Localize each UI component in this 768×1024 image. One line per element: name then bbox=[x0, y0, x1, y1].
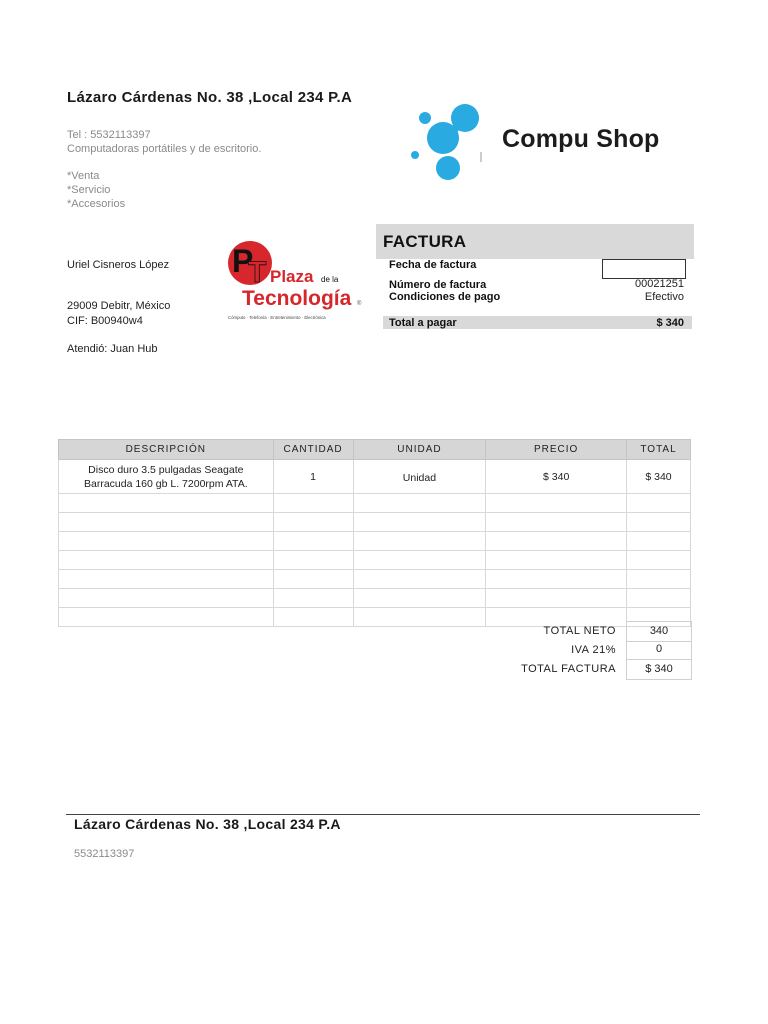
cell-price: $ 340 bbox=[486, 460, 627, 494]
table-row-empty bbox=[59, 513, 691, 532]
svg-text:P: P bbox=[232, 243, 254, 279]
invoice-number-label: Número de factura bbox=[389, 279, 487, 291]
column-header-quantity: CANTIDAD bbox=[273, 440, 353, 460]
description-line: Disco duro 3.5 pulgadas Seagate bbox=[88, 463, 244, 476]
svg-text:T: T bbox=[248, 256, 267, 289]
table-row-empty bbox=[59, 570, 691, 589]
client-address: 29009 Debitr, México bbox=[67, 300, 171, 312]
service-item-accesorios: *Accesorios bbox=[67, 198, 126, 210]
description-text: Computadoras portátiles y de escritorio. bbox=[67, 143, 262, 155]
payment-conditions: Efectivo bbox=[644, 291, 684, 303]
invoice-number: 00021251 bbox=[635, 278, 684, 290]
table-row-empty bbox=[59, 532, 691, 551]
total-neto-value: 340 bbox=[626, 621, 692, 642]
footer-divider bbox=[66, 814, 700, 815]
cell-unit: Unidad bbox=[353, 460, 486, 494]
client-name: Uriel Cisneros López bbox=[67, 259, 170, 271]
svg-text:®: ® bbox=[357, 301, 362, 307]
table-row-empty bbox=[59, 589, 691, 608]
services-list bbox=[67, 169, 125, 211]
iva-value: 0 bbox=[626, 640, 692, 660]
total-neto-label: TOTAL NETO bbox=[543, 625, 616, 637]
table-row-empty bbox=[59, 551, 691, 570]
contact-block bbox=[67, 128, 261, 156]
pt-plaza-word: Plaza bbox=[270, 267, 314, 286]
table-header-row bbox=[59, 440, 691, 460]
iva-label: IVA 21% bbox=[571, 644, 616, 656]
total-due-value: $ 340 bbox=[656, 317, 684, 329]
phone-text: Tel : 5532113397 bbox=[67, 129, 151, 141]
total-factura-value: $ 340 bbox=[626, 659, 692, 680]
table-row bbox=[59, 460, 691, 494]
pt-tecnologia-word: Tecnología bbox=[242, 287, 352, 310]
column-header-unit: UNIDAD bbox=[353, 440, 486, 460]
pt-dela-word: de la bbox=[321, 275, 339, 284]
table-row-empty bbox=[59, 608, 691, 627]
pt-tagline: Cómputo · Telefonía · Entretenimiento · Electrónica bbox=[228, 315, 326, 320]
column-header-description: DESCRIPCIÓN bbox=[59, 440, 274, 460]
table-row-empty bbox=[59, 494, 691, 513]
service-item-venta: *Venta bbox=[67, 170, 100, 182]
total-factura-label: TOTAL FACTURA bbox=[521, 663, 616, 675]
column-header-total: TOTAL bbox=[627, 440, 691, 460]
date-field[interactable] bbox=[602, 259, 686, 279]
client-cif: CIF: B00940w4 bbox=[67, 315, 143, 327]
header-address: Lázaro Cárdenas No. 38 ,Local 234 P.A bbox=[67, 89, 353, 106]
description-line: Barracuda 160 gb L. 7200rpm ATA. bbox=[83, 477, 248, 490]
payment-conditions-label: Condiciones de pago bbox=[389, 291, 501, 303]
items-table bbox=[58, 439, 691, 627]
service-item-servicio: *Servicio bbox=[67, 184, 111, 196]
compu-shop-name: Compu Shop bbox=[502, 125, 660, 153]
footer-address: Lázaro Cárdenas No. 38 ,Local 234 P.A bbox=[74, 816, 341, 832]
attended-by: Atendió: Juan Hub bbox=[67, 343, 158, 355]
plaza-tecnologia-logo bbox=[226, 230, 368, 325]
date-label: Fecha de factura bbox=[389, 259, 477, 271]
column-header-price: PRECIO bbox=[486, 440, 627, 460]
cell-total: $ 340 bbox=[627, 460, 691, 494]
footer-phone: 5532113397 bbox=[74, 848, 135, 860]
cell-description bbox=[59, 460, 274, 494]
cell-quantity: 1 bbox=[273, 460, 353, 494]
total-due-label: Total a pagar bbox=[389, 317, 457, 329]
invoice-title: FACTURA bbox=[383, 232, 467, 251]
